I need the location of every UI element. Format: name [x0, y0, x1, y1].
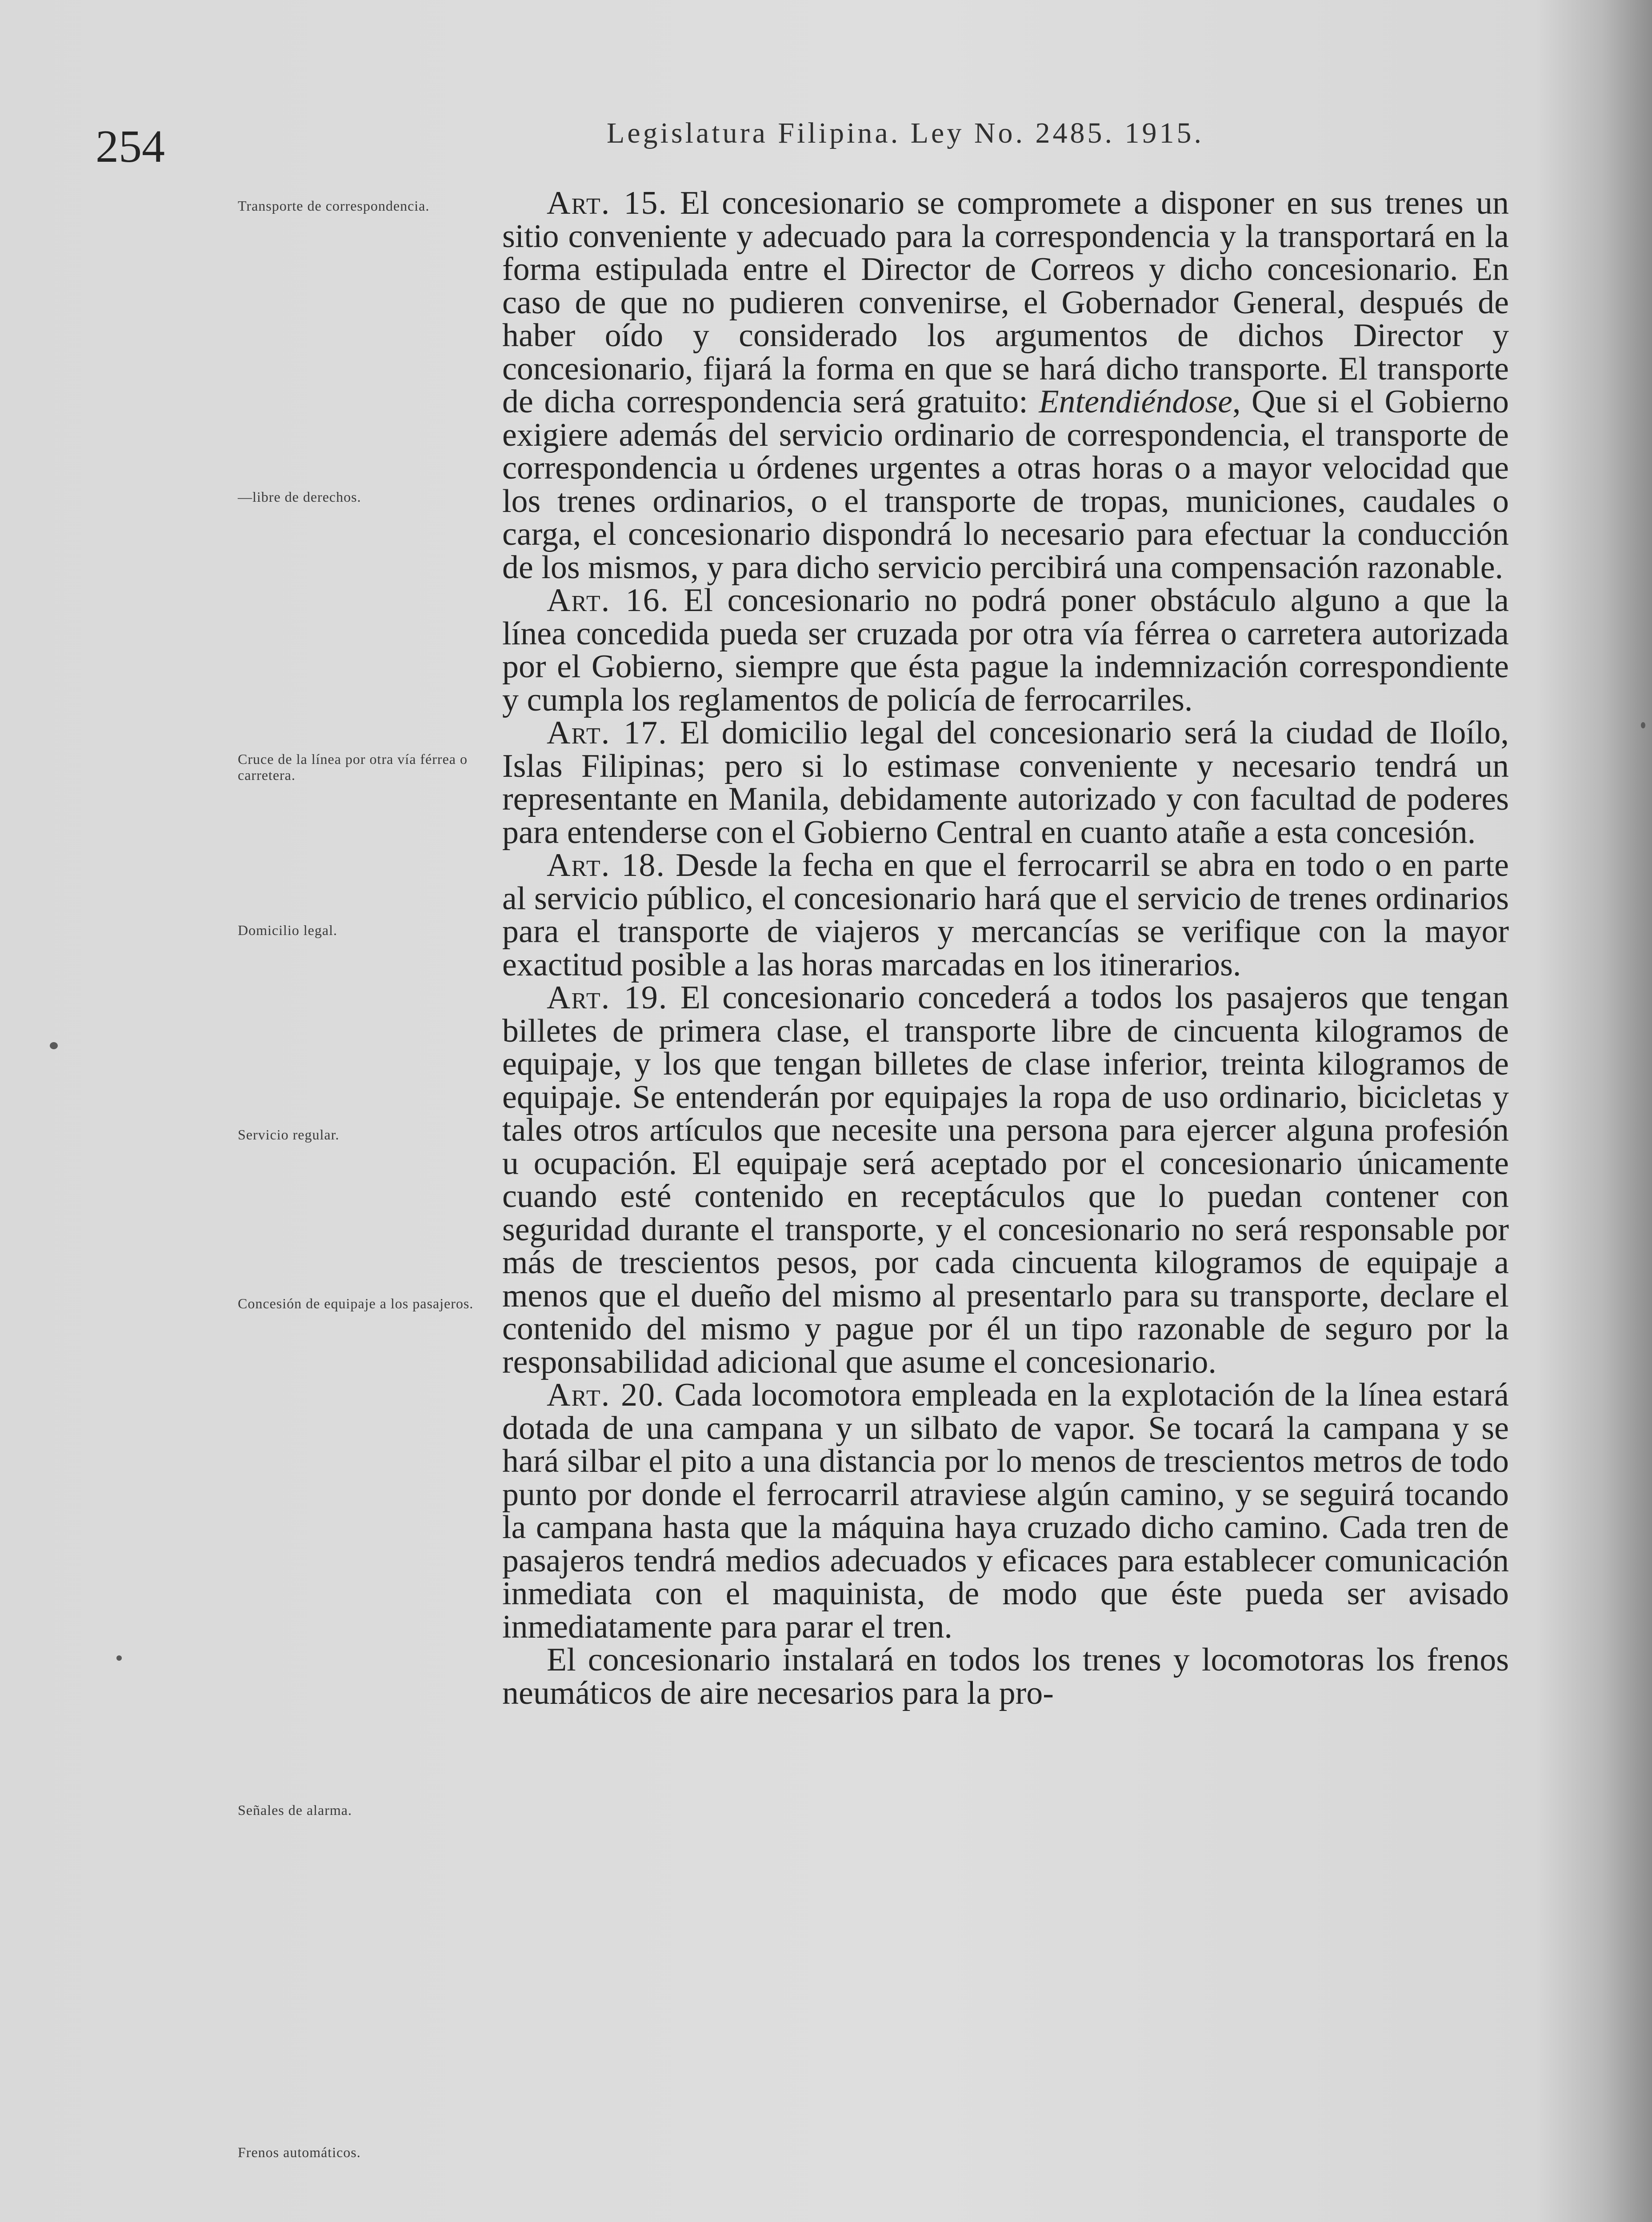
- article-label: Art. 16.: [547, 582, 670, 619]
- paragraph-frenos: [502, 1643, 1509, 1710]
- article-label: Art. 15.: [547, 185, 668, 221]
- page-number: 254: [96, 121, 165, 172]
- article-label: Art. 18.: [547, 847, 665, 883]
- scan-speck: [1641, 722, 1645, 728]
- article-label: Art. 20.: [547, 1377, 665, 1413]
- margin-note-senales: Señales de alarma.: [238, 1802, 352, 1818]
- article-label: Art. 17.: [547, 715, 668, 751]
- article-text: El concesionario concederá a todos los pasajeros que tengan billetes de primera clase, el transporte libre de cincuenta kilogramos de equipaje, y los que tengan billetes de clase inferior, treinta kilogramos de equipaje. Se entenderán por equipajes la ropa de uso ordinario, bicicletas y tales otros artículos que necesite una persona para ejercer alguna profesión u ocupación. El equipaje será aceptado por el concesionario únicamente cuando esté contenido en receptáculos que lo puedan contener con seguridad durante el transporte, y el concesionario no será responsable por más de trescientos pesos, por cada cincuenta kilogramos de equipaje a menos que el dueño del mismo al presentarlo para su transporte, declare el contenido del mismo y pague por él un tipo razonable de seguro por la responsabilidad adicional que asume el concesionario.: [502, 979, 1509, 1380]
- article-17: [502, 716, 1509, 849]
- article-text: El concesionario no podrá poner obstáculo alguno a que la línea concedida pueda ser cruzada por otra vía férrea o carretera autorizada por el Gobierno, siempre que ésta pague la indemnización correspondiente y cumpla los reglamentos de policía de ferrocarriles.: [502, 582, 1509, 718]
- margin-note-frenos: Frenos automáticos.: [238, 2144, 361, 2160]
- article-18: [502, 849, 1509, 981]
- article-16: [502, 584, 1509, 716]
- article-text: Desde la fecha en que el ferrocarril se abra en todo o en parte al servicio público, el concesionario hará que el servicio de trenes ordinarios para el transporte de viajeros y mercancías se verifique con la mayor exactitud posible a las horas marcadas en los itinerarios.: [502, 847, 1509, 983]
- margin-note-domicilio: Domicilio legal.: [238, 922, 337, 938]
- body-text: [502, 187, 1509, 1710]
- article-19: [502, 981, 1509, 1379]
- scan-speck: [116, 1655, 122, 1661]
- paragraph-text: El concesionario instalará en todos los trenes y locomotoras los frenos neumáticos de aire necesarios para la pro-: [502, 1642, 1509, 1711]
- margin-note-cruce: Cruce de la línea por otra vía férrea o carretera.: [238, 751, 468, 783]
- article-15: [502, 187, 1509, 584]
- running-head: Legislatura Filipina. Ley No. 2485. 1915.: [607, 117, 1204, 149]
- article-text: Cada locomotora empleada en la explotación de la línea estará dotada de una campana y un silbato de vapor. Se tocará la campana y se hará silbar el pito a una distancia por lo menos de trescientos metros de todo punto por donde el ferrocarril atraviese algún camino, y se seguirá tocando la campana hasta que la máquina haya cruzado dicho camino. Cada tren de pasajeros tendrá medios adecuados y eficaces para establecer comunicación inmediata con el maquinista, de modo que éste pueda ser avisado inmediatamente para parar el tren.: [502, 1377, 1509, 1645]
- margin-note-transporte: Transporte de correspondencia.: [238, 198, 430, 214]
- margin-note-servicio: Servicio regular.: [238, 1127, 340, 1143]
- article-emphasis: Entendiéndose: [1039, 384, 1232, 420]
- article-label: Art. 19.: [547, 979, 668, 1016]
- margin-note-libre-derechos: —libre de derechos.: [238, 489, 361, 505]
- article-text-continued: , Que si el Gobierno exigiere además del servicio ordinario de correspondencia, el transporte de correspondencia u órdenes urgentes a otras horas o a mayor velocidad que los trenes ordinarios, o el transporte de tropas, municiones, caudales o carga, el concesionario dispondrá lo necesario para efectuar la conducción de los mismos, y para dicho servicio percibirá una compensación razonable.: [502, 384, 1509, 586]
- scan-speck: [50, 1042, 58, 1049]
- article-text: El concesionario se compromete a disponer en sus trenes un sitio conveniente y adecuado para la correspondencia y la transportará en la forma estipulada entre el Director de Correos y dicho concesionario. En caso de que no pudieren convenirse, el Gobernador General, después de haber oído y considerado los argumentos de dichos Director y concesionario, fijará la forma en que se hará dicho transporte. El transporte de dicha correspondencia será gratuito:: [502, 185, 1509, 420]
- margin-note-equipaje: Concesión de equipaje a los pasajeros.: [238, 1295, 474, 1311]
- article-text: El domicilio legal del concesionario será la ciudad de Iloílo, Islas Filipinas; pero si lo estimase conveniente y necesario tendrá un representante en Manila, debidamente autorizado y con facultad de poderes para entenderse con el Gobierno Central en cuanto atañe a esta concesión.: [502, 715, 1509, 851]
- article-20: [502, 1379, 1509, 1643]
